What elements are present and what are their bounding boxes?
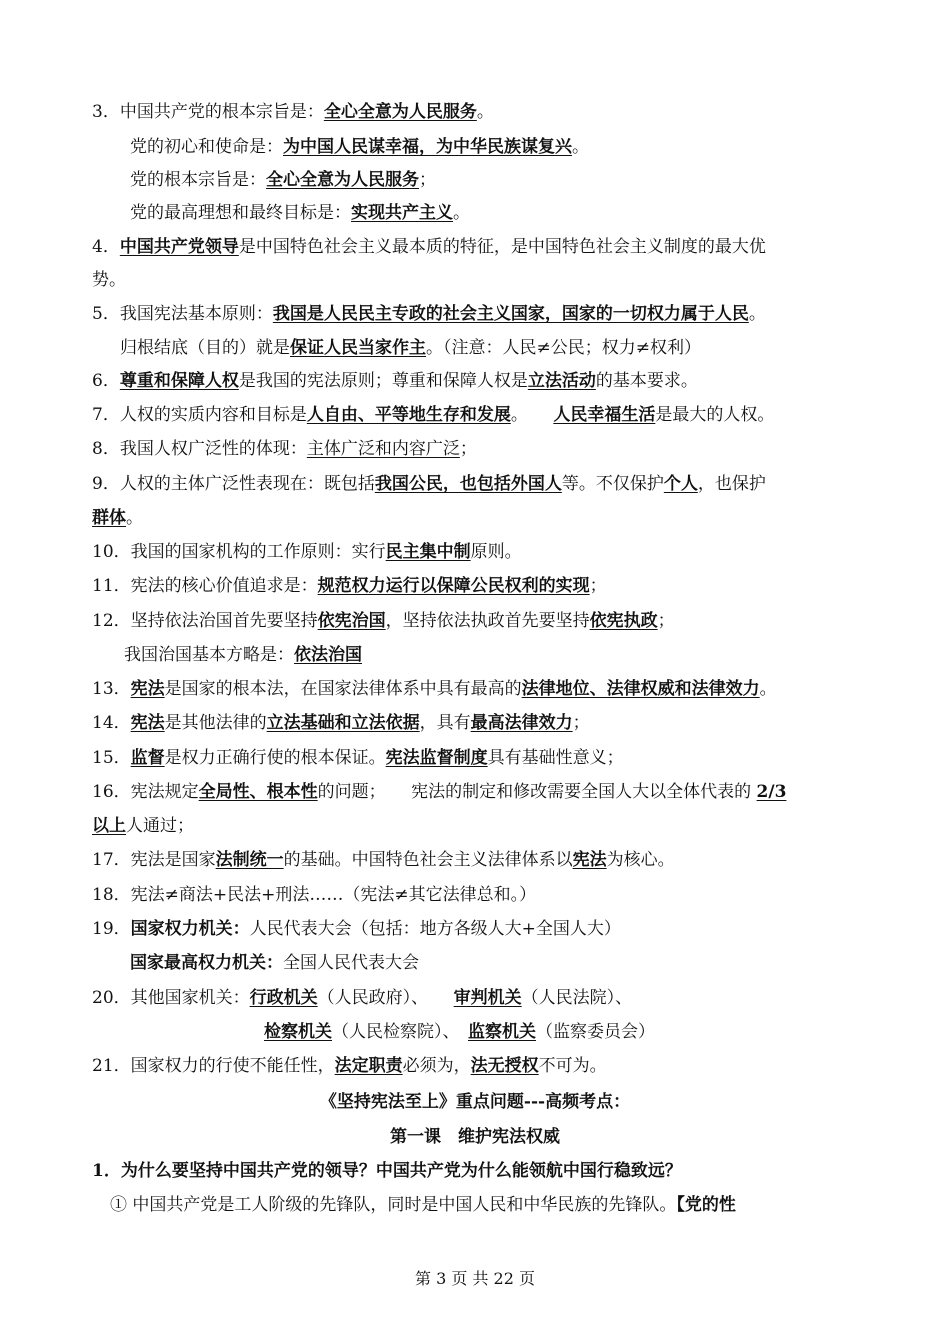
text-run: 18．宪法≠商法+民法+刑法……（宪法≠其它法律总和。）	[92, 885, 537, 905]
text-run: 是中国特色社会主义最本质的特征，是中国特色社会主义制度的最大优	[238, 237, 766, 257]
key-term: 依宪治国	[317, 611, 386, 631]
key-term: 保证人民当家作主	[290, 338, 426, 358]
text-line	[92, 235, 766, 259]
key-term: 为中国人民谋幸福，为中华民族谋复兴	[283, 137, 572, 157]
text-run: ；	[572, 713, 590, 733]
key-term: 宪法	[130, 679, 165, 699]
text-run: 6．	[92, 371, 120, 391]
text-line	[92, 986, 632, 1010]
text-run: 1．为什么要坚持中国共产党的领导？中国共产党为什么能领航中国行稳致远？	[92, 1161, 682, 1181]
text-line	[92, 540, 522, 564]
text-run: ；	[589, 576, 607, 596]
text-run: 全国人民代表大会	[283, 953, 419, 973]
text-run: ，具有	[419, 713, 471, 733]
text-run: ，也保护	[697, 474, 766, 494]
key-term: 我国是人民民主专政的社会主义国家，国家的一切权力属于人民	[272, 304, 749, 324]
text-run: 。	[572, 137, 589, 157]
text-run: ；	[657, 611, 675, 631]
key-term: 规范权力运行以保障公民权利的实现	[317, 576, 590, 596]
text-run: 的基本要求。	[595, 371, 698, 391]
key-term: 行政机关	[249, 988, 318, 1008]
key-term: 依宪执政	[589, 611, 658, 631]
text-line	[130, 135, 589, 159]
text-run: 我国治国基本方略是：	[124, 645, 294, 665]
key-term: 中国共产党领导	[119, 237, 239, 257]
key-term: 全心全意为人民服务	[266, 170, 419, 190]
key-term: 宪法监督制度	[385, 748, 488, 768]
key-term: 民主集中制	[385, 542, 471, 562]
text-run: （监察委员会）	[536, 1022, 655, 1042]
text-line	[92, 814, 194, 838]
text-line	[92, 1054, 607, 1078]
text-run: 8．我国人权广泛性的体现：	[92, 439, 307, 459]
key-term: 法无授权	[470, 1056, 539, 1076]
text-line	[92, 848, 675, 872]
key-term: 检察机关	[264, 1022, 332, 1042]
text-line	[120, 336, 701, 360]
text-run: 人民代表大会（包括：地方各级人大+全国人大）	[249, 919, 621, 939]
key-term: 尊重和保障人权	[119, 371, 239, 391]
text-run: 党的最高理想和最终目标是：	[130, 203, 351, 223]
text-run: 9．人权的主体广泛性表现在：既包括	[92, 474, 375, 494]
key-term: 审判机关	[453, 988, 522, 1008]
key-term: 依法治国	[294, 645, 362, 665]
key-term: 立法基础和立法依据	[266, 713, 420, 733]
text-run: 13．	[92, 679, 131, 699]
text-run: 的问题； 宪法的制定和修改需要全国人大以全体代表的	[317, 782, 757, 802]
text-line	[92, 268, 126, 292]
key-term: 法定职责	[334, 1056, 403, 1076]
text-line	[92, 711, 590, 735]
text-run: 是其他法律的	[164, 713, 267, 733]
key-term: 2/3	[756, 782, 787, 802]
text-run: 。	[453, 203, 470, 223]
text-run: 党的初心和使命是：	[130, 137, 283, 157]
text-line	[92, 609, 675, 633]
key-term: 监督	[130, 748, 165, 768]
text-line	[92, 506, 143, 530]
text-line	[92, 472, 766, 496]
text-line	[92, 437, 477, 461]
key-term: 我国公民，也包括外国人	[374, 474, 562, 494]
text-run: 必须为，	[402, 1056, 471, 1076]
text-run: 势。	[92, 270, 126, 290]
text-run: 第一课 维护宪法权威	[390, 1127, 560, 1147]
text-line	[92, 369, 698, 393]
text-run: 5．我国宪法基本原则：	[92, 304, 273, 324]
text-run: 的基础。中国特色社会主义法律体系以	[283, 850, 573, 870]
text-line	[0, 1125, 950, 1149]
text-run: ，坚持依法执政首先要坚持	[385, 611, 590, 631]
key-term: 法制统一	[215, 850, 284, 870]
text-run: 16．宪法规定	[92, 782, 199, 802]
key-term: 最高法律效力	[470, 713, 573, 733]
text-run: ；	[459, 439, 477, 459]
text-run: 主体广泛和内容广泛	[306, 439, 460, 459]
text-run: 21．国家权力的行使不能任性，	[92, 1056, 335, 1076]
key-term: 人自由、平等地生存和发展	[306, 405, 511, 425]
text-line	[130, 201, 470, 225]
text-run: 15．	[92, 748, 131, 768]
text-line	[92, 780, 786, 804]
text-line	[92, 1159, 682, 1183]
text-run: 国家权力机关：	[130, 919, 250, 939]
text-run: 19．	[92, 919, 131, 939]
text-run: 。	[126, 508, 143, 528]
key-term: 全心全意为人民服务	[323, 102, 477, 122]
text-run: 。（注意：人民≠公民；权力≠权利）	[426, 338, 701, 358]
text-run: 12．坚持依法治国首先要坚持	[92, 611, 318, 631]
text-run: 不可为。	[538, 1056, 607, 1076]
text-line	[92, 917, 621, 941]
key-term: 立法活动	[527, 371, 596, 391]
text-line	[92, 100, 494, 124]
key-term: 全局性、根本性	[198, 782, 318, 802]
text-run: 是国家的根本法，在国家法律体系中具有最高的	[164, 679, 522, 699]
text-run: 归根结底（目的）就是	[120, 338, 290, 358]
text-run: 17．宪法是国家	[92, 850, 216, 870]
text-run: 国家最高权力机关：	[130, 953, 283, 973]
text-line	[124, 643, 362, 667]
key-term: 监察机关	[468, 1022, 536, 1042]
text-line	[92, 403, 774, 427]
key-term: 宪法	[572, 850, 607, 870]
text-run: 等。不仅保护	[561, 474, 664, 494]
text-run: 是我国的宪法原则；尊重和保障人权是	[238, 371, 528, 391]
text-run: 具有基础性意义；	[487, 748, 624, 768]
text-line	[92, 677, 777, 701]
text-run: 14．	[92, 713, 131, 733]
key-term: 个人	[663, 474, 698, 494]
text-run: （人民政府）、	[317, 988, 454, 1008]
text-run: 20．其他国家机关：	[92, 988, 250, 1008]
key-term: 宪法	[130, 713, 165, 733]
text-run: 7．人权的实质内容和目标是	[92, 405, 307, 425]
text-line	[92, 574, 607, 598]
text-run: 【党的性	[676, 1195, 736, 1215]
text-line	[130, 168, 436, 192]
text-run: 是权力正确行使的根本保证。	[164, 748, 386, 768]
text-line	[110, 1193, 736, 1217]
text-run: 4．	[92, 237, 120, 257]
text-run: ；	[419, 170, 436, 190]
text-run: 人通过；	[126, 816, 194, 836]
text-run: （人民检察院）、	[332, 1022, 468, 1042]
key-term: 以上	[92, 816, 126, 836]
text-run: 。	[748, 304, 766, 324]
text-run: 3．中国共产党的根本宗旨是：	[92, 102, 324, 122]
text-line	[264, 1020, 655, 1044]
text-line	[92, 746, 624, 770]
text-run: 11．宪法的核心价值追求是：	[92, 576, 318, 596]
text-run: 党的根本宗旨是：	[130, 170, 266, 190]
page-footer: 第 3 页 共 22 页	[415, 1269, 535, 1288]
key-term: 群体	[92, 508, 126, 528]
text-run: 原则。	[470, 542, 522, 562]
text-run: 。	[510, 405, 554, 425]
text-line	[130, 951, 419, 975]
key-term: 人民幸福生活	[553, 405, 656, 425]
text-run: 是最大的人权。	[655, 405, 775, 425]
text-run: 。	[476, 102, 494, 122]
text-run: ① 中国共产党是工人阶级的先锋队，同时是中国人民和中华民族的先锋队。	[110, 1195, 677, 1215]
text-run: 10．我国的国家机构的工作原则：实行	[92, 542, 386, 562]
text-run: （人民法院）、	[521, 988, 633, 1008]
text-line	[92, 883, 536, 907]
text-run: 为核心。	[606, 850, 675, 870]
text-line	[0, 1090, 950, 1114]
text-run: 。	[759, 679, 777, 699]
text-line	[92, 302, 766, 326]
key-term: 法律地位、法律权威和法律效力	[521, 679, 760, 699]
text-run: 《坚持宪法至上》重点问题---高频考点：	[319, 1092, 631, 1112]
key-term: 实现共产主义	[351, 203, 453, 223]
